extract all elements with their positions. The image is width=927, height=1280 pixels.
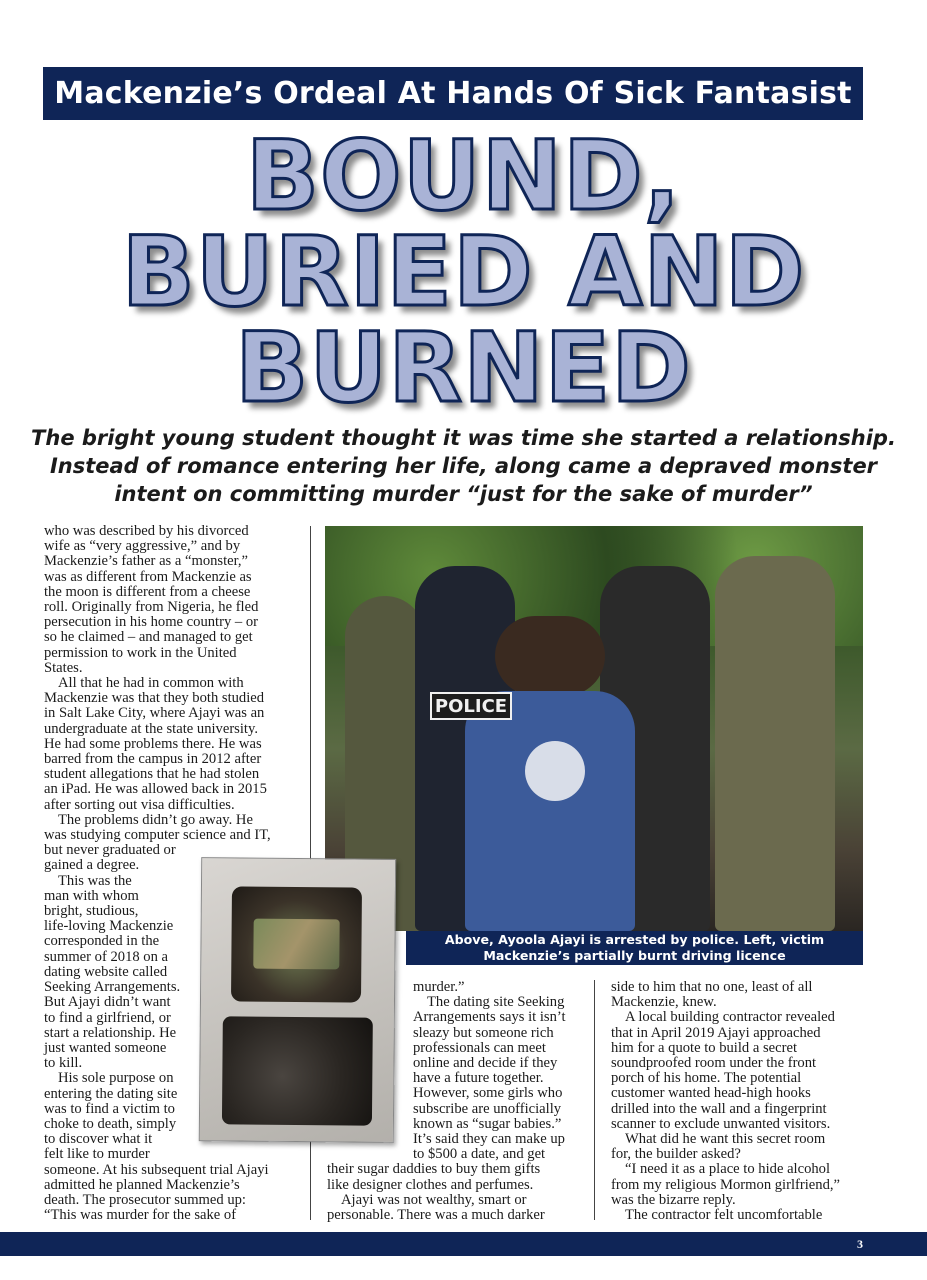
headline-line-2: BURIED AND bbox=[121, 216, 806, 328]
text-line: bright, studious, bbox=[44, 903, 139, 920]
text-line: States. bbox=[44, 659, 83, 676]
text-line: customer wanted head-high hooks bbox=[611, 1085, 811, 1102]
text-line: permission to work in the United bbox=[44, 644, 237, 661]
text-line: However, some girls who bbox=[413, 1085, 563, 1102]
text-line: an iPad. He was allowed back in 2015 bbox=[44, 781, 267, 798]
text-line: for, the builder asked? bbox=[611, 1146, 741, 1163]
kicker-text: Mackenzie’s Ordeal At Hands Of Sick Fantasist bbox=[54, 76, 852, 111]
text-line: Mackenzie’s father as a “monster,” bbox=[44, 553, 249, 570]
text-line: to kill. bbox=[44, 1055, 83, 1072]
text-line: Mackenzie was that they both studied bbox=[44, 690, 265, 707]
text-line: corresponded in the bbox=[44, 933, 160, 950]
burnt-licence-card bbox=[253, 919, 339, 970]
text-line: “This was murder for the sake of bbox=[44, 1207, 237, 1224]
text-line: online and decide if they bbox=[413, 1055, 558, 1072]
text-line: gained a degree. bbox=[44, 857, 140, 874]
standfirst-line-2: Instead of romance entering her life, along came a depraved monster bbox=[49, 454, 878, 478]
text-line: murder.” bbox=[413, 979, 465, 995]
text-line: was studying computer science and IT, bbox=[44, 827, 271, 844]
arrest-photo bbox=[325, 526, 863, 931]
text-line: to find a girlfriend, or bbox=[44, 1009, 171, 1026]
text-line: professionals can meet bbox=[413, 1039, 546, 1056]
text-line: but never graduated or bbox=[44, 842, 176, 859]
caption-line-2: Mackenzie’s partially burnt driving licence bbox=[483, 948, 786, 963]
text-line: Ajayi was not wealthy, smart or bbox=[341, 1191, 527, 1208]
text-line: This was the bbox=[58, 872, 132, 889]
caption-line-1: Above, Ayoola Ajayi is arrested by police. Left, victim bbox=[444, 932, 825, 947]
text-line: scanner to exclude unwanted visitors. bbox=[611, 1115, 831, 1132]
photo-caption bbox=[406, 931, 863, 965]
text-line: Arrangements says it isn’t bbox=[413, 1009, 566, 1026]
suspect-head bbox=[495, 616, 605, 696]
standfirst-line-1: The bright young student thought it was time she started a relationship. bbox=[31, 426, 896, 450]
text-line: porch of his home. The potential bbox=[611, 1070, 802, 1087]
text-line: Seeking Arrangements. bbox=[44, 979, 181, 996]
text-line: subscribe are unofficially bbox=[413, 1100, 562, 1117]
kicker-banner bbox=[43, 67, 863, 120]
text-line: admitted he planned Mackenzie’s bbox=[44, 1176, 240, 1193]
text-line: side to him that no one, least of all bbox=[611, 979, 813, 995]
text-line: entering the dating site bbox=[44, 1085, 178, 1102]
text-line: so he claimed – and managed to get bbox=[44, 629, 253, 646]
standfirst-line-3: intent on committing murder “just for the sake of murder” bbox=[114, 482, 813, 506]
text-line: drilled into the wall and a fingerprint bbox=[611, 1100, 827, 1117]
text-line: the moon is different from a cheese bbox=[44, 583, 251, 600]
text-line: soundproofed room under the front bbox=[611, 1055, 817, 1072]
text-line: was the bizarre reply. bbox=[611, 1191, 736, 1208]
text-line: It’s said they can make up bbox=[413, 1131, 565, 1148]
shirt-logo bbox=[525, 741, 585, 801]
text-line: student allegations that he had stolen bbox=[44, 766, 260, 783]
text-line: undergraduate at the state university. bbox=[44, 720, 258, 737]
text-line: to discover what it bbox=[44, 1131, 153, 1148]
text-line: felt like to murder bbox=[44, 1146, 150, 1163]
text-line: was as different from Mackenzie as bbox=[44, 568, 252, 585]
text-line: barred from the campus in 2012 after bbox=[44, 751, 262, 768]
text-line: personable. There was a much darker bbox=[327, 1207, 545, 1224]
text-line: All that he had in common with bbox=[58, 675, 244, 692]
text-line: sleazy but someone rich bbox=[413, 1024, 554, 1041]
text-line: have a future together. bbox=[413, 1070, 544, 1087]
text-line: start a relationship. He bbox=[44, 1024, 177, 1041]
text-line: What did he want this secret room bbox=[625, 1131, 826, 1148]
text-line: The problems didn’t go away. He bbox=[58, 811, 253, 828]
text-line: in Salt Lake City, where Ajayi was an bbox=[44, 705, 265, 722]
text-line: just wanted someone bbox=[44, 1039, 167, 1056]
text-line: A local building contractor revealed bbox=[625, 1009, 835, 1026]
text-line: He had some problems there. He was bbox=[44, 735, 262, 752]
officer-figure bbox=[715, 556, 835, 931]
article-column-3 bbox=[611, 980, 871, 1223]
text-line: His sole purpose on bbox=[58, 1070, 174, 1087]
text-line: But Ajayi didn’t want bbox=[44, 994, 171, 1011]
text-line: from my religious Mormon girlfriend,” bbox=[611, 1176, 840, 1193]
text-line: that in April 2019 Ajayi approached bbox=[611, 1024, 821, 1041]
text-line: him for a quote to build a secret bbox=[611, 1039, 798, 1056]
standfirst bbox=[30, 424, 897, 508]
text-line: man with whom bbox=[44, 887, 139, 904]
text-line: death. The prosecutor summed up: bbox=[44, 1191, 246, 1208]
police-vest-label: POLICE bbox=[430, 692, 512, 720]
text-line: roll. Originally from Nigeria, he fled bbox=[44, 599, 259, 616]
text-line: who was described by his divorced bbox=[44, 523, 249, 539]
article-column-2 bbox=[327, 980, 587, 1223]
text-line: after sorting out visa difficulties. bbox=[44, 796, 235, 813]
text-line: known as “sugar babies.” bbox=[413, 1115, 562, 1132]
suspect-figure bbox=[465, 691, 635, 931]
headline-line-3: BURNED bbox=[235, 312, 692, 424]
headline-line-1: BOUND, bbox=[245, 120, 682, 232]
headline bbox=[0, 120, 927, 424]
text-line: dating website called bbox=[44, 963, 168, 980]
column-rule bbox=[594, 980, 595, 1220]
text-line: “I need it as a place to hide alcohol bbox=[625, 1161, 831, 1178]
text-line: choke to death, simply bbox=[44, 1115, 177, 1132]
footer-bar bbox=[0, 1232, 927, 1256]
text-line: persecution in his home country – or bbox=[44, 614, 258, 631]
text-line: Mackenzie, knew. bbox=[611, 994, 717, 1011]
text-line: like designer clothes and perfumes. bbox=[327, 1176, 534, 1193]
text-line: wife as “very aggressive,” and by bbox=[44, 538, 241, 555]
text-line: was to find a victim to bbox=[44, 1100, 175, 1117]
text-line: The dating site Seeking bbox=[427, 994, 565, 1011]
text-line: their sugar daddies to buy them gifts bbox=[327, 1161, 541, 1178]
text-line: to $500 a date, and get bbox=[413, 1146, 546, 1163]
text-line: someone. At his subsequent trial Ajayi bbox=[44, 1161, 269, 1178]
text-line: life-loving Mackenzie bbox=[44, 918, 174, 935]
page-number: 3 bbox=[857, 1237, 863, 1251]
text-line: summer of 2018 on a bbox=[44, 948, 169, 965]
text-line: The contractor felt uncomfortable bbox=[625, 1207, 823, 1224]
